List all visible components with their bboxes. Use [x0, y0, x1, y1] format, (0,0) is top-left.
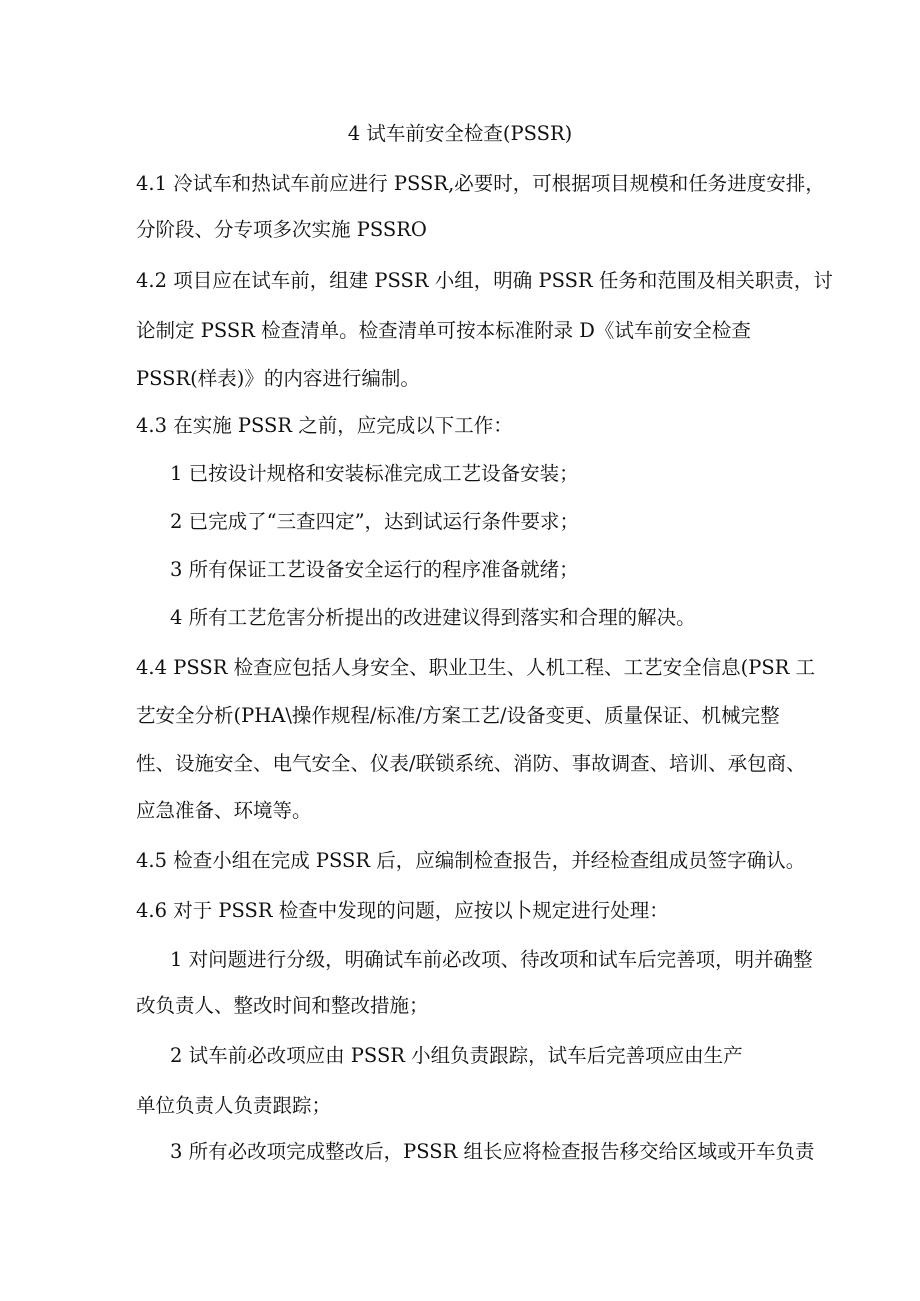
text-line: 4.6 对于 PSSR 检查中发现的问题，应按以卜规定进行处理： [136, 899, 669, 922]
text-line: 4.5 检查小组在完成 PSSR 后，应编制检查报告，并经检查组成员签字确认。 [136, 849, 806, 872]
list-item: 2 试车前必改项应由 PSSR 小组负责跟踪，试车后完善项应由生产 [170, 1044, 743, 1067]
text-line: 4.4 PSSR 检查应包括人身安全、职业卫生、人机工程、工艺安全信息(PSR 工 [136, 656, 816, 679]
text-line: 4.1 冷试车和热试车前应进行 PSSR,必要时，可根据项目规模和任务进度安排， [136, 172, 825, 195]
list-item: 2 已完成了“三查四定”，达到试运行条件要求； [170, 510, 580, 533]
text-line: 论制定 PSSR 检查清单。检查清单可按本标准附录 D《试车前安全检查 [136, 319, 751, 342]
text-line: PSSR(样表)》的内容进行编制。 [136, 367, 420, 390]
text-line: 性、设施安全、电气安全、仪表/联锁系统、消防、事故调查、培训、承包商、 [136, 752, 806, 775]
text-line: 单位负责人负责跟踪； [136, 1094, 332, 1117]
text-line: 改负责人、整改时间和整改措施； [136, 994, 429, 1017]
list-item: 3 所有保证工艺设备安全运行的程序准备就绪； [170, 558, 579, 581]
list-item: 1 已按设计规格和安装标准完成工艺设备安装； [170, 462, 579, 485]
list-item: 1 对问题进行分级，明确试车前必改项、待改项和试车后完善项，明并确整 [170, 948, 813, 971]
text-line: 艺安全分析(PHA\操作规程/标准/方案工艺/设备变更、质量保证、机械完整 [136, 704, 780, 727]
document-title: 4 试车前安全检查(PSSR) [347, 122, 573, 145]
text-line: 应急准备、环境等。 [136, 799, 312, 822]
text-line: 4.3 在实施 PSSR 之前，应完成以下工作： [136, 414, 513, 437]
text-line: 4.2 项目应在试车前，组建 PSSR 小组，明确 PSSR 任务和范围及相关职责，讨 [136, 269, 833, 292]
list-item: 4 所有工艺危害分析提出的改进建议得到落实和合理的解决。 [170, 606, 696, 629]
text-line: 分阶段、分专项多次实施 PSSRO [136, 218, 427, 241]
list-item: 3 所有必改项完成整改后，PSSR 组长应将检查报告移交给区域或开车负责 [170, 1140, 815, 1163]
